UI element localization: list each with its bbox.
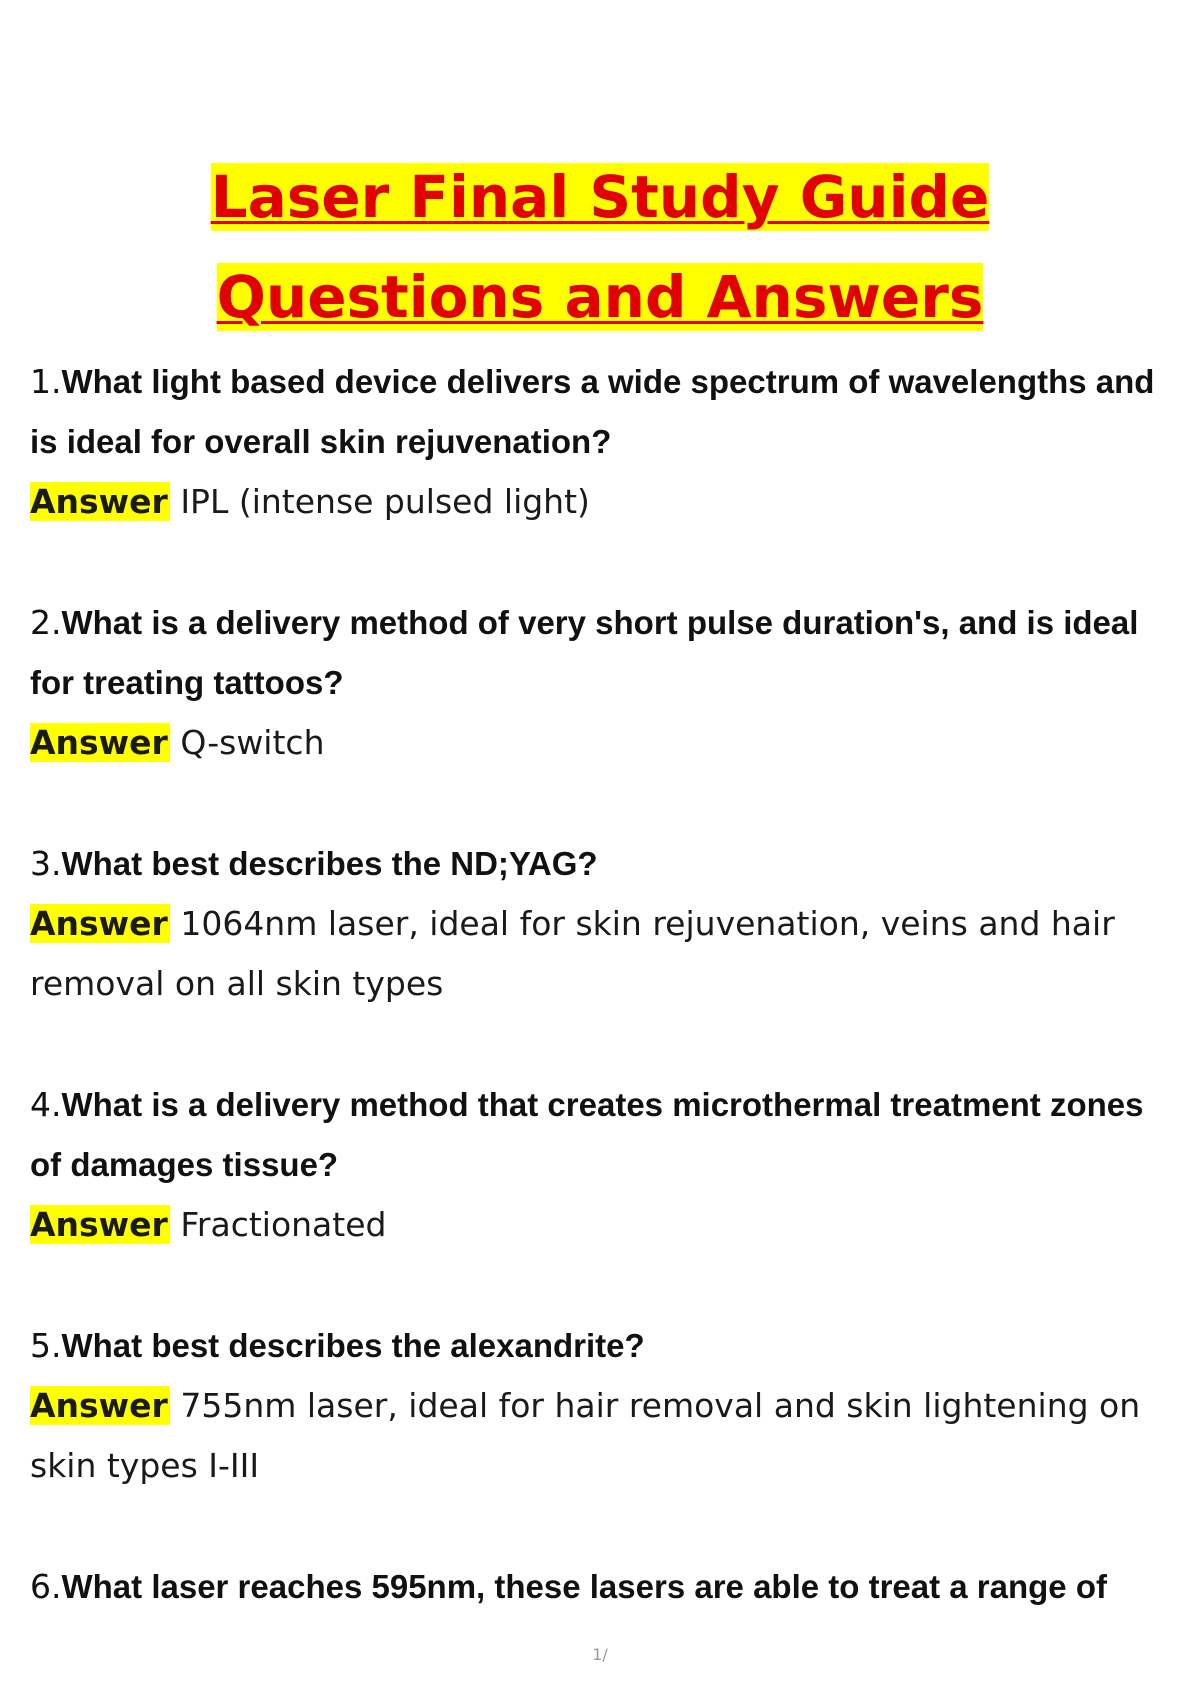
question-text: What best describes the ND;YAG? xyxy=(61,845,598,882)
question xyxy=(30,352,1180,472)
qa-item-3 xyxy=(30,834,1180,1014)
answer-label: Answer xyxy=(30,1386,168,1425)
question xyxy=(30,1075,1180,1195)
question-number: 4. xyxy=(30,1085,62,1124)
qa-item-5 xyxy=(30,1316,1180,1496)
answer-label: Answer xyxy=(30,723,168,762)
document-title xyxy=(40,147,1160,347)
qa-item-6 xyxy=(30,1557,1180,1617)
question-text: What light based device delivers a wide spectrum of wavelengths and is ideal for overall skin rejuvenation? xyxy=(30,363,1155,460)
answer xyxy=(30,713,1180,773)
answer-text: Fractionated xyxy=(180,1205,387,1244)
question-number: 3. xyxy=(30,844,62,883)
answer-label: Answer xyxy=(30,482,168,521)
answer-label: Answer xyxy=(30,1205,168,1244)
question-text: What is a delivery method that creates microthermal treatment zones of damages tissue? xyxy=(30,1086,1144,1183)
question xyxy=(30,834,1180,894)
answer xyxy=(30,894,1180,1014)
question-number: 5. xyxy=(30,1326,62,1365)
question-number: 6. xyxy=(30,1567,62,1606)
question-number: 2. xyxy=(30,603,62,642)
question-text: What is a delivery method of very short pulse duration's, and is ideal for treating tattoos? xyxy=(30,604,1139,701)
qa-list xyxy=(30,352,1180,1678)
question-text: What best describes the alexandrite? xyxy=(61,1327,645,1364)
answer-label: Answer xyxy=(30,904,168,943)
document-title-text: Laser Final Study Guide Questions and Answers xyxy=(210,162,990,331)
answer xyxy=(30,472,1180,532)
question-text: What laser reaches 595nm, these lasers are able to treat a range of xyxy=(61,1568,1107,1605)
answer-text: 1064nm laser, ideal for skin rejuvenation, veins and hair removal on all skin types xyxy=(30,904,1115,1003)
answer-text: IPL (intense pulsed light) xyxy=(180,482,590,521)
answer-text: Q-switch xyxy=(180,723,325,762)
answer xyxy=(30,1376,1180,1496)
answer-text: 755nm laser, ideal for hair removal and skin lightening on skin types I-III xyxy=(30,1386,1141,1485)
answer xyxy=(30,1195,1180,1255)
question xyxy=(30,593,1180,713)
question xyxy=(30,1557,1180,1617)
question-number: 1. xyxy=(30,362,62,401)
qa-item-1 xyxy=(30,352,1180,532)
page-number: 1/ xyxy=(592,1645,608,1664)
question xyxy=(30,1316,1180,1376)
qa-item-4 xyxy=(30,1075,1180,1255)
qa-item-2 xyxy=(30,593,1180,773)
